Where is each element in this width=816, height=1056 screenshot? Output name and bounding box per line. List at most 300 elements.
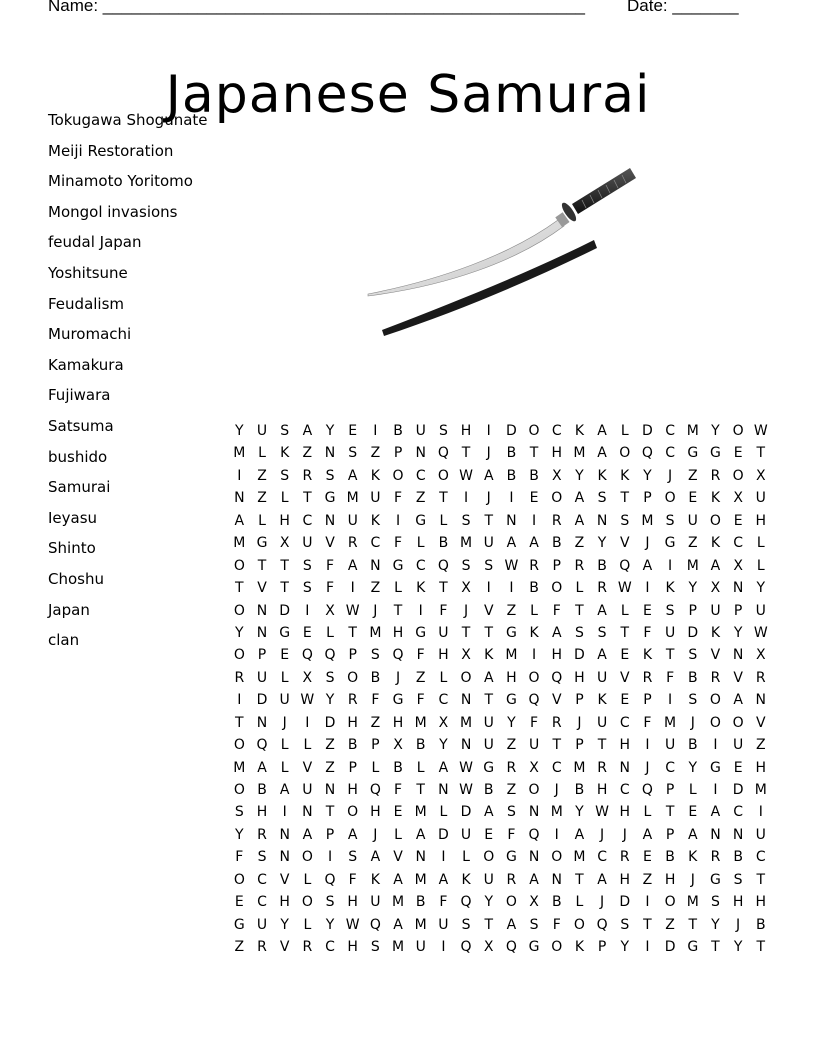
grid-letter: Q bbox=[324, 647, 336, 664]
grid-letter: Q bbox=[619, 557, 631, 574]
grid-letter: Y bbox=[325, 916, 335, 933]
grid-letter: M bbox=[414, 804, 427, 821]
grid-letter: E bbox=[393, 804, 403, 821]
grid-letter: Q bbox=[437, 557, 449, 574]
grid-letter: C bbox=[302, 512, 313, 529]
grid-letter: Y bbox=[325, 423, 335, 439]
grid-letter: Y bbox=[733, 624, 743, 641]
grid-letter: B bbox=[597, 557, 607, 574]
grid-letter: I bbox=[373, 423, 378, 439]
grid-letter: X bbox=[755, 647, 766, 664]
grid-letter: X bbox=[393, 737, 403, 754]
grid-letter: W bbox=[345, 916, 360, 933]
grid-letter: B bbox=[755, 916, 766, 933]
grid-letter: T bbox=[280, 580, 289, 597]
grid-letter: J bbox=[622, 826, 627, 843]
grid-letter: O bbox=[551, 939, 563, 956]
grid-letter: P bbox=[665, 782, 675, 798]
grid-letter: N bbox=[256, 624, 268, 641]
grid-letter: I bbox=[645, 939, 650, 956]
grid-letter: I bbox=[509, 580, 514, 597]
grid-letter: B bbox=[393, 759, 403, 776]
grid-letter: K bbox=[574, 423, 584, 439]
grid-letter: V bbox=[619, 535, 630, 552]
grid-letter: U bbox=[732, 737, 744, 754]
word-list bbox=[48, 109, 208, 660]
grid-letter: A bbox=[393, 871, 403, 888]
grid-letter: G bbox=[392, 692, 404, 709]
grid-letter: L bbox=[303, 916, 312, 933]
grid-letter: P bbox=[575, 692, 584, 709]
grid-letter: T bbox=[461, 624, 471, 641]
grid-letter: Y bbox=[620, 939, 630, 956]
grid-letter: Y bbox=[688, 580, 698, 597]
grid-letter: Q bbox=[301, 647, 313, 664]
grid-letter: X bbox=[302, 669, 313, 686]
grid-letter: A bbox=[438, 871, 449, 888]
grid-letter: B bbox=[483, 782, 494, 798]
grid-letter: N bbox=[324, 512, 336, 529]
grid-letter: I bbox=[668, 692, 673, 709]
grid-row bbox=[228, 846, 772, 868]
grid-letter: K bbox=[597, 692, 607, 709]
grid-letter: M bbox=[233, 445, 246, 462]
grid-letter: R bbox=[302, 939, 313, 956]
grid-letter: L bbox=[575, 580, 584, 597]
grid-letter: J bbox=[395, 669, 401, 686]
grid-letter: T bbox=[597, 737, 607, 754]
grid-letter: Q bbox=[641, 445, 653, 462]
grid-letter: E bbox=[234, 894, 244, 911]
grid-letter: P bbox=[643, 490, 652, 507]
grid-letter: Y bbox=[235, 423, 244, 439]
grid-letter: D bbox=[732, 782, 744, 798]
grid-letter: H bbox=[256, 804, 268, 821]
grid-letter: A bbox=[506, 535, 517, 552]
grid-letter: X bbox=[279, 535, 290, 552]
grid-letter: D bbox=[256, 692, 268, 709]
word-list-item: Kamakura bbox=[48, 355, 124, 374]
grid-letter: H bbox=[619, 737, 631, 754]
grid-letter: O bbox=[233, 647, 245, 664]
grid-letter: F bbox=[235, 849, 244, 866]
grid-letter: Z bbox=[506, 602, 517, 619]
grid-letter: X bbox=[438, 714, 449, 731]
grid-letter: A bbox=[574, 826, 585, 843]
grid-letter: L bbox=[416, 759, 425, 776]
grid-letter: A bbox=[483, 467, 494, 484]
grid-letter: K bbox=[642, 647, 653, 664]
grid-row bbox=[228, 532, 772, 554]
grid-letter: C bbox=[370, 535, 381, 552]
grid-letter: V bbox=[279, 939, 290, 956]
grid-letter: N bbox=[506, 512, 517, 529]
grid-letter: U bbox=[302, 782, 313, 798]
grid-letter: B bbox=[529, 580, 539, 597]
grid-letter: J bbox=[373, 602, 378, 619]
grid-letter: S bbox=[302, 580, 312, 597]
grid-letter: A bbox=[279, 782, 290, 798]
grid-letter: U bbox=[370, 894, 381, 911]
grid-letter: S bbox=[597, 624, 607, 641]
grid-letter: W bbox=[459, 782, 473, 798]
grid-letter: W bbox=[753, 624, 768, 641]
word-list-item: clan bbox=[48, 631, 80, 650]
grid-letter: M bbox=[686, 894, 699, 911]
grid-letter: Z bbox=[234, 939, 245, 956]
grid-letter: M bbox=[550, 804, 563, 821]
grid-letter: B bbox=[574, 782, 585, 798]
grid-letter: U bbox=[370, 490, 381, 507]
grid-letter: U bbox=[347, 512, 358, 529]
grid-letter: A bbox=[302, 423, 313, 439]
grid-letter: R bbox=[597, 580, 607, 597]
grid-letter: F bbox=[394, 535, 403, 552]
grid-letter: Q bbox=[596, 916, 608, 933]
grid-letter: A bbox=[347, 557, 358, 574]
grid-letter: V bbox=[257, 580, 267, 597]
grid-letter: Z bbox=[506, 737, 517, 754]
grid-letter: O bbox=[460, 669, 472, 686]
grid-letter: U bbox=[256, 669, 268, 686]
grid-letter: Y bbox=[711, 916, 720, 933]
grid-letter: L bbox=[371, 759, 380, 776]
grid-letter: R bbox=[506, 871, 517, 888]
grid-letter: U bbox=[687, 512, 698, 529]
grid-letter: F bbox=[394, 782, 403, 798]
grid-letter: O bbox=[505, 894, 517, 911]
grid-letter: H bbox=[755, 894, 767, 911]
grid-letter: S bbox=[302, 557, 312, 574]
grid-letter: I bbox=[282, 804, 287, 821]
grid-letter: E bbox=[688, 804, 698, 821]
grid-letter: F bbox=[643, 624, 652, 641]
grid-letter: C bbox=[257, 894, 267, 911]
grid-letter: S bbox=[620, 512, 630, 529]
grid-letter: U bbox=[279, 692, 290, 709]
grid-letter: L bbox=[643, 804, 652, 821]
grid-letter: I bbox=[418, 602, 423, 619]
grid-letter: L bbox=[258, 445, 266, 462]
grid-letter: O bbox=[664, 490, 676, 507]
grid-letter: U bbox=[528, 737, 540, 754]
grid-letter: A bbox=[483, 804, 494, 821]
grid-letter: Y bbox=[484, 894, 493, 911]
grid-letter: H bbox=[755, 759, 767, 776]
grid-letter: W bbox=[617, 580, 632, 597]
grid-letter: E bbox=[733, 759, 743, 776]
grid-letter: M bbox=[414, 916, 427, 933]
grid-letter: N bbox=[732, 580, 744, 597]
grid-letter: Q bbox=[528, 826, 540, 843]
grid-letter: C bbox=[665, 445, 675, 462]
grid-letter: I bbox=[237, 692, 242, 709]
grid-letter: H bbox=[347, 782, 358, 798]
grid-letter: K bbox=[370, 871, 380, 888]
grid-row bbox=[228, 936, 772, 958]
grid-letter: N bbox=[234, 490, 245, 507]
grid-letter: J bbox=[645, 535, 650, 552]
grid-letter: L bbox=[280, 737, 289, 754]
grid-letter: W bbox=[459, 759, 473, 776]
grid-letter: T bbox=[484, 624, 493, 641]
grid-letter: T bbox=[280, 557, 289, 574]
grid-letter: T bbox=[235, 580, 244, 597]
grid-letter: Q bbox=[437, 445, 449, 462]
word-list-item: Mongol invasions bbox=[48, 202, 178, 221]
grid-letter: D bbox=[437, 826, 449, 843]
grid-letter: U bbox=[755, 826, 766, 843]
word-list-item: Choshu bbox=[48, 569, 104, 588]
grid-letter: N bbox=[324, 782, 336, 798]
grid-letter: Z bbox=[325, 737, 335, 754]
grid-letter: F bbox=[439, 894, 448, 911]
grid-letter: L bbox=[530, 602, 538, 619]
grid-letter: F bbox=[552, 602, 561, 619]
grid-letter: S bbox=[438, 423, 448, 439]
grid-letter: A bbox=[393, 916, 403, 933]
grid-letter: H bbox=[551, 647, 562, 664]
grid-letter: E bbox=[620, 692, 630, 709]
grid-letter: A bbox=[642, 826, 653, 843]
grid-letter: T bbox=[439, 490, 448, 507]
grid-letter: S bbox=[665, 602, 675, 619]
grid-letter: C bbox=[551, 759, 562, 776]
grid-letter: R bbox=[529, 557, 539, 574]
grid-letter: U bbox=[596, 669, 608, 686]
grid-letter: M bbox=[686, 557, 699, 574]
grid-letter: Y bbox=[325, 692, 335, 709]
grid-letter: N bbox=[528, 849, 540, 866]
grid-letter: Y bbox=[235, 826, 244, 843]
grid-letter: T bbox=[303, 490, 312, 507]
grid-letter: N bbox=[619, 759, 630, 776]
grid-letter: C bbox=[665, 759, 675, 776]
grid-letter: M bbox=[346, 490, 359, 507]
word-list-item: Yoshitsune bbox=[48, 263, 128, 282]
grid-letter: S bbox=[280, 467, 290, 484]
grid-letter: C bbox=[257, 871, 267, 888]
grid-letter: I bbox=[758, 804, 763, 821]
grid-letter: A bbox=[529, 535, 539, 552]
grid-letter: Q bbox=[551, 669, 563, 686]
grid-letter: Y bbox=[235, 624, 244, 641]
grid-letter: O bbox=[732, 714, 744, 731]
grid-letter: C bbox=[438, 692, 449, 709]
grid-letter: N bbox=[732, 826, 744, 843]
grid-letter: S bbox=[234, 804, 244, 821]
grid-letter: X bbox=[710, 580, 721, 597]
grid-letter: Z bbox=[325, 759, 335, 776]
grid-letter: U bbox=[755, 602, 766, 619]
grid-letter: S bbox=[461, 557, 471, 574]
grid-letter: H bbox=[347, 894, 358, 911]
grid-letter: Y bbox=[280, 916, 289, 933]
grid-letter: I bbox=[509, 490, 514, 507]
grid-letter: M bbox=[505, 647, 518, 664]
grid-letter: A bbox=[483, 669, 494, 686]
grid-letter: A bbox=[438, 759, 449, 776]
grid-letter: J bbox=[463, 602, 469, 619]
grid-letter: P bbox=[257, 647, 267, 664]
grid-letter: E bbox=[302, 624, 312, 641]
grid-letter: H bbox=[596, 782, 608, 798]
grid-letter: A bbox=[551, 624, 562, 641]
grid-letter: T bbox=[756, 939, 766, 956]
grid-letter: I bbox=[713, 782, 718, 798]
word-list-item: Minamoto Yoritomo bbox=[48, 172, 193, 191]
grid-letter: T bbox=[575, 602, 584, 619]
grid-letter: I bbox=[441, 849, 446, 866]
grid-letter: N bbox=[732, 647, 744, 664]
grid-letter: O bbox=[483, 849, 495, 866]
grid-letter: O bbox=[551, 490, 563, 507]
grid-letter: G bbox=[505, 692, 517, 709]
word-list-item: Satsuma bbox=[48, 416, 114, 435]
grid-row bbox=[228, 510, 772, 532]
grid-letter: B bbox=[347, 737, 358, 754]
word-list-item: Fujiwara bbox=[48, 386, 111, 405]
grid-letter: K bbox=[710, 490, 721, 507]
grid-letter: V bbox=[710, 647, 721, 664]
grid-letter: C bbox=[325, 939, 335, 956]
grid-letter: L bbox=[756, 557, 765, 574]
grid-letter: J bbox=[600, 894, 605, 911]
grid-letter: G bbox=[687, 445, 699, 462]
grid-letter: A bbox=[597, 423, 607, 439]
grid-letter: M bbox=[414, 714, 427, 731]
grid-letter: S bbox=[461, 512, 471, 529]
grid-letter: H bbox=[279, 512, 290, 529]
grid-letter: R bbox=[257, 826, 267, 843]
grid-letter: C bbox=[755, 849, 766, 866]
grid-letter: Z bbox=[257, 490, 267, 507]
grid-letter: A bbox=[710, 557, 721, 574]
grid-letter: A bbox=[234, 512, 245, 529]
grid-letter: C bbox=[665, 423, 675, 439]
grid-letter: B bbox=[551, 894, 562, 911]
grid-letter: L bbox=[258, 512, 266, 529]
grid-letter: E bbox=[348, 423, 358, 439]
grid-letter: X bbox=[733, 490, 743, 507]
grid-letter: E bbox=[733, 445, 743, 462]
grid-letter: F bbox=[416, 647, 425, 664]
grid-letter: D bbox=[687, 624, 699, 641]
grid-letter: L bbox=[439, 669, 448, 686]
grid-letter: Y bbox=[575, 804, 584, 821]
grid-letter: Y bbox=[439, 737, 448, 754]
grid-letter: O bbox=[233, 782, 245, 798]
grid-letter: E bbox=[643, 602, 652, 619]
grid-letter: Y bbox=[575, 467, 584, 484]
grid-letter: K bbox=[370, 467, 380, 484]
grid-letter: S bbox=[280, 423, 290, 439]
grid-letter: B bbox=[687, 669, 698, 686]
grid-letter: E bbox=[280, 647, 290, 664]
grid-letter: X bbox=[733, 557, 743, 574]
grid-row bbox=[228, 757, 772, 779]
grid-letter: G bbox=[505, 624, 517, 641]
grid-letter: Y bbox=[507, 714, 516, 731]
grid-letter: S bbox=[574, 624, 584, 641]
word-list-item: Tokugawa Shogunate bbox=[48, 111, 208, 129]
grid-letter: Q bbox=[256, 737, 268, 754]
grid-letter: T bbox=[688, 916, 698, 933]
grid-letter: M bbox=[414, 871, 427, 888]
grid-letter: Z bbox=[370, 445, 381, 462]
grid-row bbox=[228, 622, 772, 644]
grid-letter: Z bbox=[574, 535, 585, 552]
grid-letter: Q bbox=[369, 782, 381, 798]
grid-letter: W bbox=[504, 557, 519, 574]
grid-letter: K bbox=[597, 467, 607, 484]
grid-letter: N bbox=[415, 445, 426, 462]
word-list-item: feudal Japan bbox=[48, 233, 142, 252]
grid-letter: K bbox=[665, 580, 675, 597]
grid-letter: M bbox=[754, 782, 767, 798]
grid-letter: U bbox=[256, 423, 268, 439]
grid-letter: T bbox=[529, 445, 539, 462]
grid-letter: G bbox=[415, 624, 427, 641]
grid-letter: Z bbox=[370, 580, 381, 597]
grid-letter: A bbox=[597, 445, 607, 462]
grid-letter: U bbox=[460, 826, 472, 843]
grid-letter: O bbox=[664, 894, 676, 911]
grid-letter: W bbox=[459, 467, 473, 484]
grid-row bbox=[228, 734, 772, 756]
grid-letter: O bbox=[233, 737, 245, 754]
grid-letter: I bbox=[554, 826, 559, 843]
grid-letter: U bbox=[664, 624, 676, 641]
grid-letter: I bbox=[237, 467, 242, 484]
grid-letter: I bbox=[350, 580, 355, 597]
katana-icon bbox=[360, 160, 650, 340]
grid-letter: N bbox=[279, 849, 290, 866]
grid-letter: C bbox=[619, 782, 630, 798]
grid-row bbox=[228, 667, 772, 689]
grid-letter: N bbox=[755, 692, 767, 709]
grid-letter: L bbox=[280, 669, 289, 686]
grid-letter: Q bbox=[641, 782, 653, 798]
grid-letter: O bbox=[551, 849, 563, 866]
grid-letter: J bbox=[373, 826, 378, 843]
grid-letter: X bbox=[529, 894, 539, 911]
grid-letter: U bbox=[256, 916, 268, 933]
grid-letter: S bbox=[688, 692, 698, 709]
grid-letter: M bbox=[573, 445, 586, 462]
grid-letter: M bbox=[391, 939, 405, 956]
grid-letter: K bbox=[620, 467, 630, 484]
grid-letter: S bbox=[325, 669, 335, 686]
grid-letter: P bbox=[325, 826, 335, 843]
grid-letter: V bbox=[756, 714, 766, 731]
grid-letter: G bbox=[279, 624, 291, 641]
grid-letter: D bbox=[574, 647, 585, 664]
grid-letter: B bbox=[665, 849, 675, 866]
grid-letter: L bbox=[620, 423, 629, 439]
grid-letter: S bbox=[370, 647, 380, 664]
grid-letter: T bbox=[620, 624, 630, 641]
grid-letter: K bbox=[461, 871, 471, 888]
grid-letter: F bbox=[439, 602, 448, 619]
grid-letter: O bbox=[301, 849, 313, 866]
grid-letter: N bbox=[415, 849, 426, 866]
grid-letter: R bbox=[710, 669, 721, 686]
grid-letter: W bbox=[300, 692, 315, 709]
grid-letter: B bbox=[415, 894, 426, 911]
grid-letter: H bbox=[370, 804, 381, 821]
grid-letter: U bbox=[596, 714, 608, 731]
